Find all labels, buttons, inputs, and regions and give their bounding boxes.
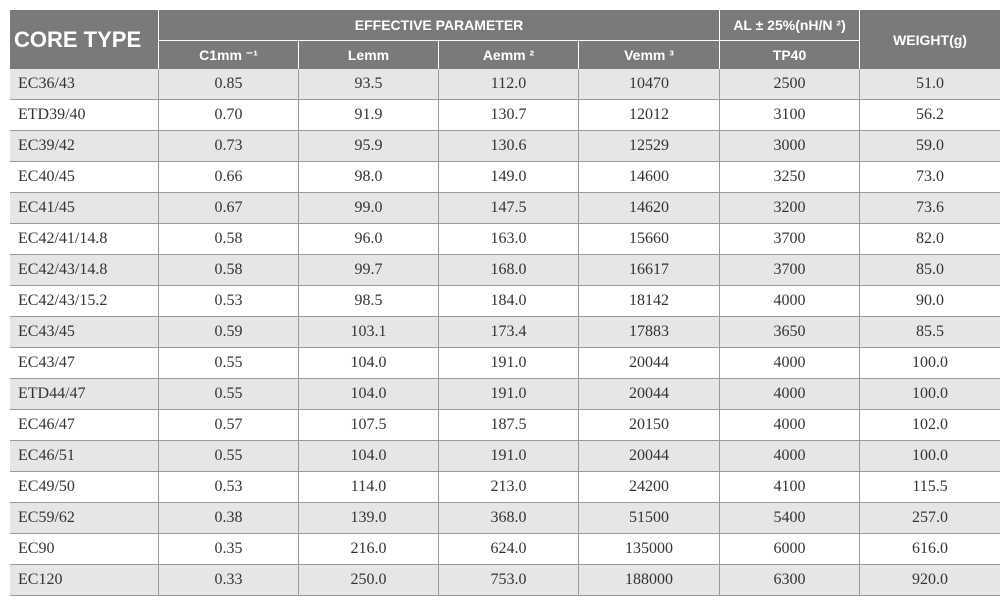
aemm-cell: 191.0 [438,441,578,472]
core-type-cell: ETD39/40 [10,100,158,131]
core-type-header: CORE TYPE [10,10,158,69]
lemm-cell: 95.9 [298,131,438,162]
c1-cell: 0.55 [158,441,298,472]
weight-cell: 115.5 [859,472,1000,503]
table-row [10,565,1000,596]
aemm-cell: 187.5 [438,410,578,441]
table-row [10,410,1000,441]
table-row [10,441,1000,472]
weight-cell: 73.0 [859,162,1000,193]
c1-cell: 0.35 [158,534,298,565]
c1-cell: 0.55 [158,379,298,410]
weight-cell: 85.5 [859,317,1000,348]
vemm-cell: 135000 [578,534,719,565]
aemm-cell: 149.0 [438,162,578,193]
c1-cell: 0.58 [158,224,298,255]
lemm-cell: 99.7 [298,255,438,286]
lemm-cell: 216.0 [298,534,438,565]
lemm-cell: 104.0 [298,379,438,410]
vemm-cell: 20044 [578,441,719,472]
c1-cell: 0.59 [158,317,298,348]
c1-header: C1mm ⁻¹ [158,40,298,69]
vemm-cell: 15660 [578,224,719,255]
weight-cell: 73.6 [859,193,1000,224]
aemm-cell: 147.5 [438,193,578,224]
weight-cell: 51.0 [859,69,1000,100]
al-tp40-cell: 4000 [719,410,859,441]
table-row [10,224,1000,255]
vemm-cell: 20044 [578,379,719,410]
weight-header: WEIGHT(g) [859,10,1000,69]
lemm-cell: 93.5 [298,69,438,100]
tp40-header: TP40 [719,40,859,69]
table-body [10,69,1000,596]
al-tp40-cell: 3000 [719,131,859,162]
al-tp40-cell: 4100 [719,472,859,503]
table-row [10,534,1000,565]
lemm-cell: 98.0 [298,162,438,193]
table-row [10,100,1000,131]
al-tp40-cell: 3700 [719,224,859,255]
vemm-cell: 14600 [578,162,719,193]
vemm-cell: 17883 [578,317,719,348]
core-type-cell: EC46/47 [10,410,158,441]
lemm-cell: 114.0 [298,472,438,503]
aemm-header: Aemm ² [438,40,578,69]
lemm-cell: 104.0 [298,441,438,472]
core-type-cell: EC46/51 [10,441,158,472]
lemm-cell: 96.0 [298,224,438,255]
al-tp40-cell: 3700 [719,255,859,286]
core-type-cell: EC43/47 [10,348,158,379]
aemm-cell: 168.0 [438,255,578,286]
table-row [10,255,1000,286]
core-type-cell: EC49/50 [10,472,158,503]
core-type-cell: EC39/42 [10,131,158,162]
core-type-cell: EC42/43/14.8 [10,255,158,286]
core-type-cell: ETD44/47 [10,379,158,410]
weight-cell: 920.0 [859,565,1000,596]
al-tp40-cell: 6000 [719,534,859,565]
aemm-cell: 368.0 [438,503,578,534]
al-tp40-cell: 4000 [719,348,859,379]
c1-cell: 0.33 [158,565,298,596]
aemm-cell: 112.0 [438,69,578,100]
weight-cell: 100.0 [859,348,1000,379]
vemm-cell: 12012 [578,100,719,131]
table-header [10,10,1000,69]
effective-parameter-header: EFFECTIVE PARAMETER [158,10,719,40]
table-row [10,317,1000,348]
weight-cell: 85.0 [859,255,1000,286]
c1-cell: 0.53 [158,472,298,503]
c1-cell: 0.53 [158,286,298,317]
vemm-cell: 20044 [578,348,719,379]
vemm-cell: 12529 [578,131,719,162]
c1-cell: 0.85 [158,69,298,100]
vemm-cell: 18142 [578,286,719,317]
c1-cell: 0.70 [158,100,298,131]
core-type-cell: EC42/43/15.2 [10,286,158,317]
lemm-cell: 91.9 [298,100,438,131]
weight-cell: 616.0 [859,534,1000,565]
aemm-cell: 130.7 [438,100,578,131]
al-tp40-cell: 3100 [719,100,859,131]
aemm-cell: 184.0 [438,286,578,317]
weight-cell: 257.0 [859,503,1000,534]
table-row [10,286,1000,317]
al-tp40-cell: 3200 [719,193,859,224]
vemm-cell: 20150 [578,410,719,441]
core-type-cell: EC90 [10,534,158,565]
weight-cell: 59.0 [859,131,1000,162]
c1-cell: 0.57 [158,410,298,441]
lemm-cell: 104.0 [298,348,438,379]
lemm-cell: 139.0 [298,503,438,534]
lemm-cell: 250.0 [298,565,438,596]
c1-cell: 0.73 [158,131,298,162]
al-tp40-cell: 4000 [719,441,859,472]
vemm-cell: 14620 [578,193,719,224]
aemm-cell: 163.0 [438,224,578,255]
al-tp40-cell: 2500 [719,69,859,100]
table-row [10,131,1000,162]
table-row [10,379,1000,410]
table-row [10,69,1000,100]
vemm-cell: 188000 [578,565,719,596]
weight-cell: 100.0 [859,441,1000,472]
c1-cell: 0.67 [158,193,298,224]
vemm-cell: 16617 [578,255,719,286]
core-type-cell: EC59/62 [10,503,158,534]
core-type-cell: EC41/45 [10,193,158,224]
aemm-cell: 624.0 [438,534,578,565]
weight-cell: 102.0 [859,410,1000,441]
al-tp40-cell: 4000 [719,379,859,410]
aemm-cell: 213.0 [438,472,578,503]
c1-cell: 0.58 [158,255,298,286]
aemm-cell: 191.0 [438,379,578,410]
weight-cell: 56.2 [859,100,1000,131]
c1-cell: 0.55 [158,348,298,379]
aemm-cell: 191.0 [438,348,578,379]
weight-cell: 82.0 [859,224,1000,255]
core-type-cell: EC40/45 [10,162,158,193]
core-spec-table [10,10,1000,596]
table-row [10,472,1000,503]
vemm-cell: 24200 [578,472,719,503]
al-tp40-cell: 6300 [719,565,859,596]
weight-cell: 100.0 [859,379,1000,410]
aemm-cell: 753.0 [438,565,578,596]
lemm-cell: 103.1 [298,317,438,348]
aemm-cell: 130.6 [438,131,578,162]
lemm-cell: 107.5 [298,410,438,441]
c1-cell: 0.38 [158,503,298,534]
table-row [10,503,1000,534]
core-type-cell: EC43/45 [10,317,158,348]
c1-cell: 0.66 [158,162,298,193]
table-row [10,193,1000,224]
weight-cell: 90.0 [859,286,1000,317]
lemm-cell: 99.0 [298,193,438,224]
al-tp40-cell: 3250 [719,162,859,193]
lemm-header: Lemm [298,40,438,69]
core-type-cell: EC42/41/14.8 [10,224,158,255]
vemm-cell: 51500 [578,503,719,534]
al-tp40-cell: 3650 [719,317,859,348]
lemm-cell: 98.5 [298,286,438,317]
aemm-cell: 173.4 [438,317,578,348]
vemm-cell: 10470 [578,69,719,100]
core-type-cell: EC120 [10,565,158,596]
table-row [10,348,1000,379]
table-row [10,162,1000,193]
al-tp40-cell: 4000 [719,286,859,317]
core-type-cell: EC36/43 [10,69,158,100]
al-header: AL ± 25%(nH/N ²) [719,10,859,40]
al-tp40-cell: 5400 [719,503,859,534]
vemm-header: Vemm ³ [578,40,719,69]
